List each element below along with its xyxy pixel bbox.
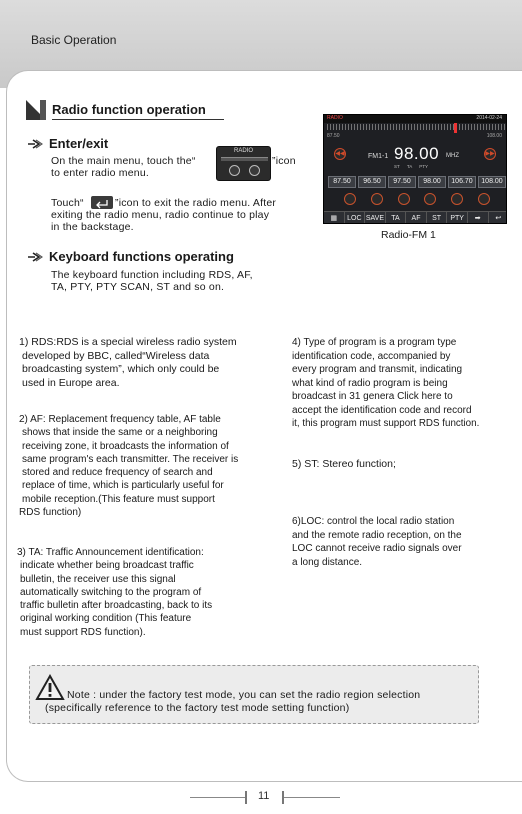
af-line: shows that inside the same or a neighboring <box>22 427 218 439</box>
preset-5: 106.70 <box>448 176 476 188</box>
keyboard-heading <box>27 249 234 264</box>
rds-paragraph <box>19 336 237 390</box>
ta-line: 3) TA: Traffic Announcement identification: <box>17 547 204 558</box>
pty-button: PTY <box>447 212 468 224</box>
enter-line1b: ”icon <box>272 155 296 167</box>
flag-st: ST <box>394 164 400 169</box>
preset-4: 98.00 <box>418 176 446 188</box>
radio-date: 2014-02-24 <box>476 115 502 121</box>
section-underline <box>52 119 224 120</box>
touch-line1b: ”icon to exit the radio menu. After <box>115 197 277 209</box>
ta-line: must support RDS function). <box>20 626 146 638</box>
control-circles <box>344 193 490 205</box>
frequency-display: 98.00 <box>394 144 440 163</box>
preset-2: 96.50 <box>358 176 386 188</box>
keyboard-line2: TA, PTY, PTY SCAN, ST and so on. <box>51 281 225 293</box>
search-circle-icon <box>478 193 490 205</box>
ta-paragraph <box>17 546 212 639</box>
control-circle-icon <box>344 193 356 205</box>
keyboard-line1: The keyboard function including RDS, AF, <box>51 269 253 281</box>
arrow-right-icon: ➡ <box>468 212 489 224</box>
af-line: RDS function) <box>19 507 82 519</box>
control-circle-icon <box>451 193 463 205</box>
enter-line1a: On the main menu, touch the“ <box>51 155 196 167</box>
ta-button: TA <box>386 212 407 224</box>
arrow-bullet-icon <box>27 138 43 150</box>
rds-line: developed by BBC, called“Wireless data <box>22 349 210 362</box>
st-button: ST <box>427 212 448 224</box>
enter-exit-title: Enter/exit <box>49 136 109 151</box>
grid-icon: ▦ <box>324 212 345 224</box>
rds-line: used in Europe area. <box>22 376 120 389</box>
note-line1: Note : under the factory test mode, you can set the radio region selection <box>67 689 421 701</box>
pty-line: 4) Type of program is a program type <box>292 337 457 348</box>
footer-bar-left <box>245 791 247 804</box>
pty-paragraph <box>292 336 479 431</box>
seek-forward-icon: ▶▶ <box>484 148 496 160</box>
enter-line2: to enter radio menu. <box>51 167 149 179</box>
prev-icon <box>229 165 240 176</box>
return-icon: ↩ <box>495 215 502 222</box>
footer-rule-right <box>284 797 340 798</box>
af-line: 2) AF: Replacement frequency table, AF table <box>19 414 221 425</box>
st-paragraph <box>292 458 396 472</box>
pty-line: identification code, accompanied by <box>292 350 451 362</box>
radio-app-label: RADIO <box>327 115 343 121</box>
ta-line: traffic bulletin after broadcasting, back to its <box>20 600 213 612</box>
preset-1: 87.50 <box>328 176 356 188</box>
af-button: AF <box>406 212 427 224</box>
preset-3: 97.50 <box>388 176 416 188</box>
header-title: Basic Operation <box>31 33 117 47</box>
radio-screenshot <box>323 114 507 224</box>
radio-flags <box>394 164 428 169</box>
af-line: same program's each transmitter. The receiver is <box>22 453 239 465</box>
st-line: 5) ST: Stereo function; <box>292 458 396 470</box>
page-number: 11 <box>258 790 270 802</box>
enter-exit-heading <box>27 136 108 151</box>
radio-caption: Radio-FM 1 <box>381 229 436 241</box>
radio-icon-label: RADIO <box>233 148 253 154</box>
ta-line: bulletin, the receiver use this signal <box>20 573 176 585</box>
preset-6: 108.00 <box>478 176 506 188</box>
rds-line: broadcasting system”, which only could be <box>22 363 220 375</box>
frequency-scale <box>327 124 505 130</box>
loc-line: LOC cannot receive radio signals over <box>292 543 462 554</box>
section-title: Radio function operation <box>52 102 206 117</box>
control-circle-icon <box>371 193 383 205</box>
loc-line: a long distance. <box>292 556 363 568</box>
radio-button-bar <box>324 211 507 224</box>
band-label: FM1-1 <box>368 153 389 160</box>
keyboard-title: Keyboard functions operating <box>49 249 234 264</box>
range-high: 108.00 <box>486 133 502 139</box>
touch-line3: in the backstage. <box>51 221 134 233</box>
footer-rule-left <box>190 797 246 798</box>
range-low: 87.50 <box>327 133 340 139</box>
loc-line: and the remote radio reception, on the <box>292 529 462 541</box>
af-paragraph <box>19 413 238 519</box>
pty-line: every program and transmit, indicating <box>292 364 463 375</box>
section-heading <box>26 100 224 120</box>
loc-paragraph <box>292 515 462 569</box>
radio-icon <box>216 146 271 181</box>
af-line: mobile reception.(This feature must support <box>22 493 215 505</box>
flag-pty: PTY <box>419 164 429 169</box>
save-button: SAVE <box>365 212 386 224</box>
pty-line: what kind of radio program is being <box>292 377 448 389</box>
flag-ta: TA <box>406 164 413 169</box>
control-circle-icon <box>424 193 436 205</box>
pty-line: broadcast in 31 genera Click here to <box>292 391 453 402</box>
arrow-bullet-icon <box>27 251 43 263</box>
pty-line: accept the identification code and record <box>292 404 472 416</box>
frequency-needle <box>454 123 457 133</box>
control-circle-icon <box>398 193 410 205</box>
seek-back-icon: ◀◀ <box>334 148 346 160</box>
loc-line: 6)LOC: control the local radio station <box>292 516 455 527</box>
loc-button: LOC <box>345 212 366 224</box>
radio-icon-band <box>221 157 268 161</box>
af-line: replace of time, which is particularly useful for <box>22 480 224 492</box>
rds-line: 1) RDS:RDS is a special wireless radio system <box>19 336 237 348</box>
af-line: receiving zone, it broadcasts the information of <box>22 440 229 452</box>
back-icon <box>91 196 113 209</box>
ta-line: original working condition (This feature <box>20 613 192 625</box>
preset-row <box>328 176 506 188</box>
note-text <box>45 689 420 715</box>
frequency-unit: MHZ <box>446 153 459 159</box>
af-line: stored and reduce frequency of search and <box>22 467 213 479</box>
next-icon <box>249 165 260 176</box>
note-line2: (specifically reference to the factory test mode setting function) <box>45 702 350 714</box>
heading-marker-block <box>40 100 46 120</box>
touch-line1a: Touch“ <box>51 197 84 209</box>
ta-line: automatically switching to the program of <box>20 586 202 598</box>
pty-line: it, this program must support RDS function. <box>292 418 480 429</box>
touch-line2: exiting the radio menu, radio continue to play <box>51 209 270 221</box>
ta-line: indicate whether being broadcast traffic <box>20 560 194 572</box>
